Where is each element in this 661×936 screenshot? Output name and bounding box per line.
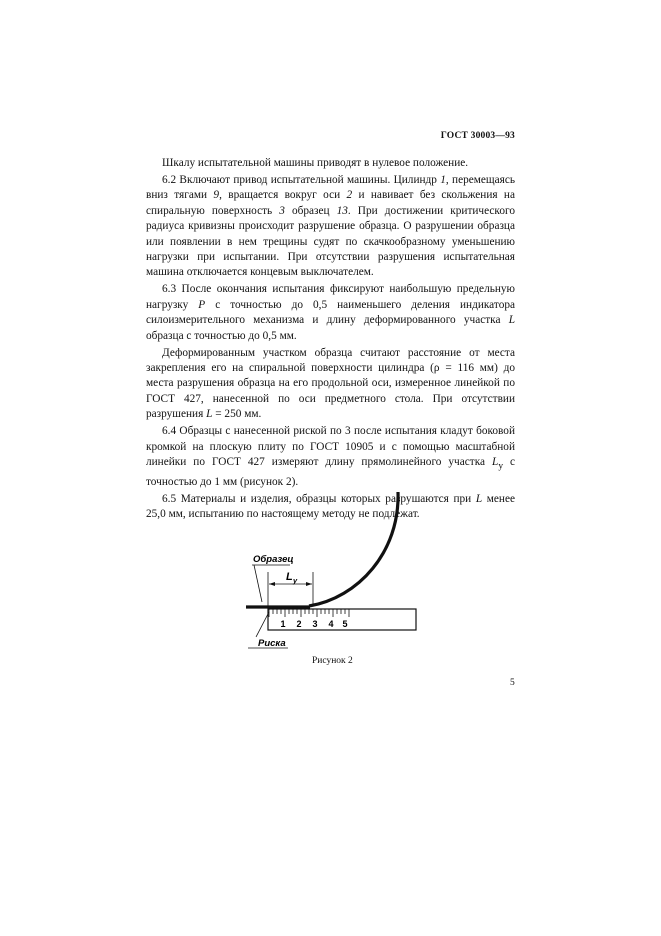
- curved-specimen: [309, 492, 398, 606]
- scale-number-2: 2: [296, 619, 302, 629]
- dimension-arrow-left: [269, 582, 275, 586]
- italic-symbol: 9: [213, 189, 220, 202]
- italic-symbol: 1: [440, 174, 446, 186]
- dimension-subscript: у: [293, 576, 298, 585]
- sample-leader: [254, 565, 262, 602]
- italic-symbol: L: [475, 492, 483, 505]
- scale-number-4: 4: [328, 619, 334, 629]
- paragraph-6-4: 6.4 Образцы с нанесенной риской по 3 после испытания кладут боковой кромкой на плоскую плиту по ГОСТ 10905 и с помощью масштабной линейки по ГОСТ 427 измеряют длину прямолинейного участка $L_у$ с точностью до 1 мм (рисунок 2).: [146, 425, 515, 488]
- italic-symbol: L: [492, 456, 499, 469]
- paragraph-6-5: 6.5 Материалы и изделия, образцы которых разрушаются при L менее 25,0 мм, испытанию по настоящему методу не подлежат.: [146, 492, 515, 521]
- page-number: 5: [510, 678, 515, 688]
- paragraph-zero: Шкалу испытательной машины приводят в нулевое положение.: [162, 157, 469, 169]
- scale-number-1: 1: [280, 619, 286, 629]
- italic-symbol: 2: [346, 189, 353, 202]
- document-header: ГОСТ 30003—93: [440, 131, 515, 141]
- italic-symbol: 13: [336, 204, 348, 217]
- paragraph-deformed-section: Деформированным участком образца считают расстояние от места закрепления его на спиральной поверхности цилиндра (ρ = 116 мм) до места разрушения образца на его продольной оси, измеренное линейкой по ГОСТ 427, нанесенной по оси предметного стола. При отсутствии разрушения L = 250 мм.: [146, 346, 515, 421]
- figure-caption: Рисунок 2: [312, 656, 353, 666]
- italic-symbol: L: [206, 408, 213, 421]
- symbol-subscript: у: [498, 461, 504, 472]
- paragraph-6-2: 6.2 Включают привод испытательной машины. Цилиндр 1, перемещаясь вниз тягами 9, вращается вокруг оси 2 и навивает без скольжения на спиральную поверхность 3 образец 13. При достижении критического радиуса кривизны происходит разрушение образца. О разрушении образца или появлении в нем трещины судят по скачкообразному уменьшению нагрузки при испытании. При отсутствии разрушения испытательная машина отключается концевым выключателем.: [146, 174, 516, 279]
- figure-2: [238, 480, 438, 655]
- italic-symbol: L: [508, 314, 515, 327]
- sample-label: Образец: [253, 554, 294, 565]
- mark-leader: [256, 612, 269, 637]
- body-text: [146, 156, 515, 524]
- paragraph-6-3: 6.3 После окончания испытания фиксируют наибольшую предельную нагрузку P с точностью до 0,5 наименьшего деления индикатора силоизмерительного механизма и длину деформированного участка L образца с точностью до 0,5 мм.: [146, 283, 516, 342]
- scale-number-3: 3: [312, 619, 318, 629]
- dimension-symbol: L: [286, 571, 293, 583]
- italic-symbol: 3: [279, 204, 285, 217]
- scale-number-5: 5: [342, 619, 348, 629]
- mark-label: Риска: [258, 638, 286, 649]
- figure-drawing: [238, 480, 438, 655]
- dimension-arrow-right: [306, 582, 312, 586]
- italic-symbol: P: [198, 298, 206, 311]
